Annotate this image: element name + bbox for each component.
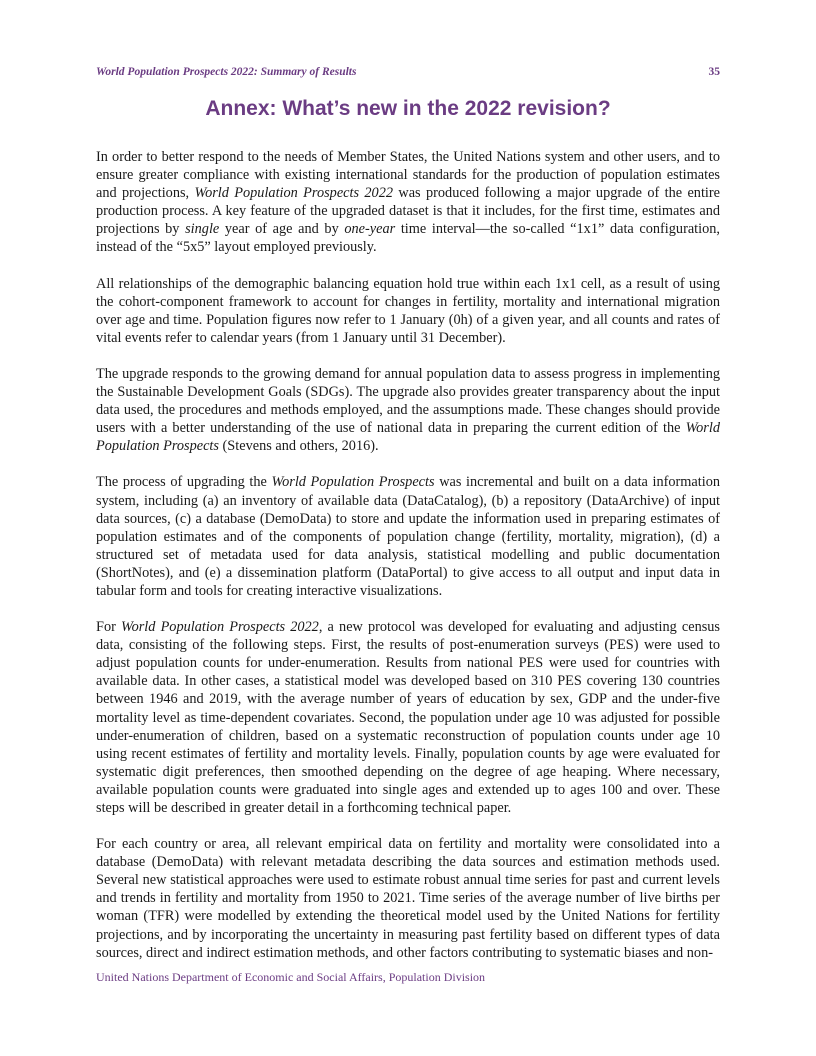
italic-text: one-year [344,221,396,238]
text-run: , a new protocol was developed for evaluating and adjusting census data, consisting of the following steps. First, the results of post-enumeration surveys (PES) were used to adjust population counts for under-enumeration. Results from national PES were used for countries with available data. In other cases, a statistical model was developed based on 310 PES covering 130 countries between 1946 and 2019, with the average number of years of education by sex, GDP and the under-five mortality level as time-dependent covariates. Second, the population under age 10 was adjusted for possible under-enumeration of children, based on a systematic reconstruction of population counts under age 10 using recent estimates of fertility and mortality levels. Finally, population counts by age were evaluated for systematic digit preferences, then smoothed depending on the degree of age heaping. Where necessary, available population counts were graduated into single ages and extended up to ages 100 and over. These steps will be described in greater detail in a forthcoming technical paper. [96,619,720,816]
text-run: All relationships of the demographic balancing equation hold true within each 1x1 cell, as a result of using the cohort-component framework to account for changes in fertility, mortality and international migration over age and time. Population figures now refer to 1 January (0h) of a given year, and all counts and rates of vital events refer to calendar years (from 1 January until 31 December). [96,275,720,346]
text-run: The process of upgrading the [96,474,272,491]
italic-text: World Population Prospects 2022 [194,185,394,202]
text-run: For [96,619,121,636]
text-run: was produced following a major upgrade of the entire production process. A key feature of the upgraded dataset is that it includes, for the first time, estimates and projections by [96,185,720,238]
text-run: (Stevens and others, 2016). [218,438,379,455]
paragraph-5 [96,618,720,817]
paragraph-6 [96,835,720,962]
text-run: In order to better respond to the needs of Member States, the United Nations system and other users, and to ensure greater compliance with existing international standards for the production of population estimates and projections, [96,149,720,202]
text-run: The upgrade responds to the growing demand for annual population data to assess progress in implementing the Sustainable Development Goals (SDGs). The upgrade also provides greater transparency about the input data used, the procedures and methods employed, and the assumptions made. These changes should provide users with a better understanding of the use of national data in preparing the current edition of the [96,365,720,437]
running-title: World Population Prospects 2022: Summary of Results [96,66,357,78]
document-body [96,148,720,980]
text-run: was incremental and built on a data information system, including (a) an inventory of available data (DataCatalog), (b) a repository (DataArchive) of input data sources, (c) a database (DemoData) to store and update the information used in preparing estimates of population estimates and of the components of population change (fertility, mortality, migration), (d) a structured set of metadata used for data analysis, statistical modelling and public documentation (ShortNotes), and (e) a dissemination platform (DataPortal) to give access to all output and input data in tabular form and tools for creating interactive visualizations. [96,474,720,599]
italic-text: World Population Prospects [271,474,435,491]
paragraph-3 [96,365,720,455]
text-run: year of age and by [219,221,345,238]
paragraph-2 [96,275,720,347]
paragraph-1 [96,148,720,257]
running-header [96,66,720,82]
italic-text: single [185,221,220,238]
italic-text: World Population Prospects 2022 [121,619,319,636]
text-run: For each country or area, all relevant empirical data on fertility and mortality were consolidated into a database (DemoData) with relevant metadata describing the data sources and estimation methods used. Several new statistical approaches were used to estimate robust annual time series for past and current levels and trends in fertility and mortality from 1950 to 2021. Time series of the average number of live births per woman (TFR) were modelled by extending the theoretical model used by the United Nations for fertility projections, and by incorporating the uncertainty in measuring past fertility based on different types of data sources, direct and indirect estimation methods, and other factors contributing to systematic biases and non- [96,836,720,961]
page-title: Annex: What’s new in the 2022 revision? [205,97,611,120]
text-run: time interval—the so-called “1x1” data configuration, instead of the “5x5” layout employed previously. [96,221,720,256]
paragraph-4 [96,473,720,600]
page-footer: United Nations Department of Economic and Social Affairs, Population Division [96,970,486,984]
page-number: 35 [708,66,720,78]
italic-text: World Population Prospects [96,420,720,455]
